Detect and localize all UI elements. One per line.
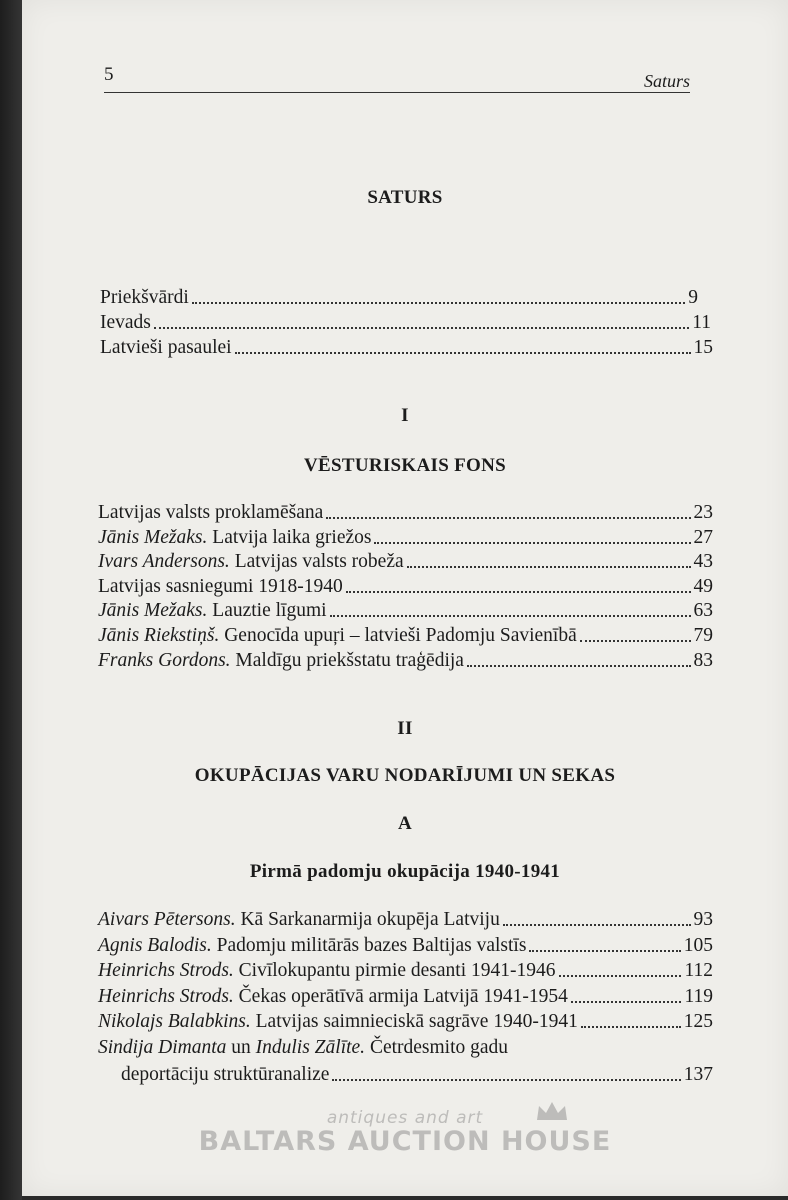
toc-entry-title-text: Padomju militārās bazes Baltijas valstīs xyxy=(216,934,527,956)
toc-entry-title xyxy=(98,625,577,647)
toc-entry-title xyxy=(98,650,464,672)
leader-dots xyxy=(571,1000,682,1003)
toc-entry-title xyxy=(98,576,343,598)
toc-entry-title xyxy=(98,960,556,982)
toc-entry xyxy=(100,287,698,309)
watermark-tagline: antiques and art xyxy=(326,1108,484,1128)
toc-entry-page: 11 xyxy=(692,312,711,333)
toc-entry-title-text: Kā Sarkanarmija okupēja Latviju xyxy=(240,909,500,930)
toc-entry-page: 43 xyxy=(693,551,713,573)
toc-entry-title xyxy=(98,909,500,931)
toc-entry-page: 112 xyxy=(684,960,713,982)
toc-entry-page: 125 xyxy=(683,1011,713,1033)
toc-entry-authors xyxy=(98,1037,508,1059)
toc-entry-title: deportāciju struktūranalize xyxy=(121,1064,330,1085)
author-connector: un xyxy=(231,1037,251,1058)
leader-dots xyxy=(503,923,691,926)
toc-entry-title-text: Lauztie līgumi xyxy=(212,600,327,622)
book-page xyxy=(22,0,788,1196)
toc-entry-page: 83 xyxy=(693,649,713,671)
toc-entry-title xyxy=(98,986,568,1008)
toc-entry-page: 79 xyxy=(693,625,713,646)
leader-dots xyxy=(529,949,680,952)
part-title: OKUPĀCIJAS VARU NODARĪJUMI UN SEKAS xyxy=(194,765,616,786)
toc-entry-title xyxy=(98,551,404,573)
part-title: VĒSTURISKAIS FONS xyxy=(303,455,507,476)
toc-entry-author: Heinrichs Strods. xyxy=(98,960,234,982)
running-head xyxy=(104,62,690,93)
toc-entry-title-text: Latvijas saimnieciskā sagrāve 1940-1941 xyxy=(255,1011,578,1033)
toc-entry-title xyxy=(98,1011,578,1033)
watermark xyxy=(22,1108,788,1157)
toc-entry-page: 27 xyxy=(693,526,713,548)
part-numeral: I xyxy=(401,405,409,426)
toc-entry-title-text: Čekas operātīvā armija Latvijā 1941-1954 xyxy=(238,985,568,1007)
toc-entry-author: Jānis Mežaks. xyxy=(98,600,208,622)
toc-entry-author: Jānis Riekstiņš. xyxy=(98,625,220,646)
toc-entry-title-text: Latvijas sasniegumi 1918-1940 xyxy=(98,575,343,597)
leader-dots xyxy=(326,516,690,519)
toc-entry-title-text: Latvijas valsts robeža xyxy=(234,551,404,573)
toc-entry-page: 15 xyxy=(693,337,713,358)
toc-entry-page: 9 xyxy=(688,287,698,308)
toc-entry xyxy=(98,576,713,598)
toc-entry-page: 137 xyxy=(683,1064,713,1085)
toc-entry xyxy=(98,527,713,549)
toc-entry xyxy=(98,986,713,1008)
toc-entry-author: Franks Gordons. xyxy=(98,649,231,671)
leader-dots xyxy=(154,326,689,329)
leader-dots xyxy=(407,565,691,568)
section-letter: A xyxy=(397,813,413,834)
leader-dots xyxy=(235,351,691,354)
toc-entry xyxy=(100,337,713,359)
crown-icon xyxy=(535,1100,569,1122)
toc-entry-page: 63 xyxy=(693,600,713,622)
section-title: Pirmā padomju okupācija 1940-1941 xyxy=(249,861,561,882)
toc-entry-title xyxy=(98,600,327,622)
toc-entry-title xyxy=(98,502,323,524)
toc-entry-author: Heinrichs Strods. xyxy=(98,985,234,1007)
toc-entry xyxy=(98,600,713,622)
toc-entry-title: Priekšvārdi xyxy=(100,287,189,308)
toc-entry-author: Aivars Pētersons. xyxy=(98,909,236,930)
leader-dots xyxy=(192,301,685,304)
book-gutter-shadow xyxy=(0,0,22,1200)
leader-dots xyxy=(580,639,691,642)
toc-entry xyxy=(98,650,713,672)
toc-entry xyxy=(98,625,713,647)
toc-entry xyxy=(98,960,713,982)
toc-entry-page: 105 xyxy=(683,934,713,956)
watermark-name: BALTARS AUCTION HOUSE xyxy=(198,1126,612,1157)
leader-dots xyxy=(374,541,690,544)
toc-entry-page: 119 xyxy=(684,985,713,1007)
toc-entry-author: Sindija Dimanta xyxy=(98,1037,227,1058)
toc-entry-title-text: Maldīgu priekšstatu traģēdija xyxy=(235,649,464,671)
leader-dots xyxy=(559,974,682,977)
toc-entry-title: Ievads xyxy=(100,312,151,333)
leader-dots xyxy=(330,614,691,617)
toc-entry xyxy=(98,1011,713,1033)
toc-entry-title: Latvieši pasaulei xyxy=(100,337,232,358)
contents-title: SATURS xyxy=(367,187,443,208)
leader-dots xyxy=(467,664,691,667)
toc-entry-title: Četrdesmito gadu xyxy=(369,1037,509,1058)
toc-entry xyxy=(100,312,711,334)
leader-dots xyxy=(346,590,691,593)
leader-dots xyxy=(332,1078,680,1081)
toc-entry-title-text: Genocīda upuŗi – latvieši Padomju Savienībā xyxy=(224,625,577,646)
part-numeral: II xyxy=(397,718,413,739)
toc-entry-author: Agnis Balodis. xyxy=(98,934,212,956)
toc-entry-title xyxy=(98,527,371,549)
toc-entry-title-text: Latvija laika griežos xyxy=(212,526,372,548)
toc-entry-author: Nikolajs Balabkins. xyxy=(98,1011,251,1033)
toc-entry-title-text: Latvijas valsts proklamēšana xyxy=(98,502,324,523)
toc-entry xyxy=(121,1064,713,1086)
leader-dots xyxy=(581,1025,681,1028)
running-title: Saturs xyxy=(643,71,690,91)
toc-entry xyxy=(98,551,713,573)
toc-entry xyxy=(98,502,713,524)
toc-entry-author: Jānis Mežaks. xyxy=(98,526,208,548)
toc-entry-author: Ivars Andersons. xyxy=(98,551,230,573)
toc-entry-page: 23 xyxy=(693,502,713,523)
toc-entry-page: 49 xyxy=(693,575,713,597)
toc-entry-title-text: Civīlokupantu pirmie desanti 1941-1946 xyxy=(238,960,556,982)
toc-entry xyxy=(98,909,713,931)
toc-entry-author: Indulis Zālīte. xyxy=(255,1037,366,1058)
toc-entry xyxy=(98,935,713,957)
toc-entry-page: 93 xyxy=(693,909,713,930)
page-number: 5 xyxy=(104,64,114,85)
toc-entry-title xyxy=(98,935,526,957)
